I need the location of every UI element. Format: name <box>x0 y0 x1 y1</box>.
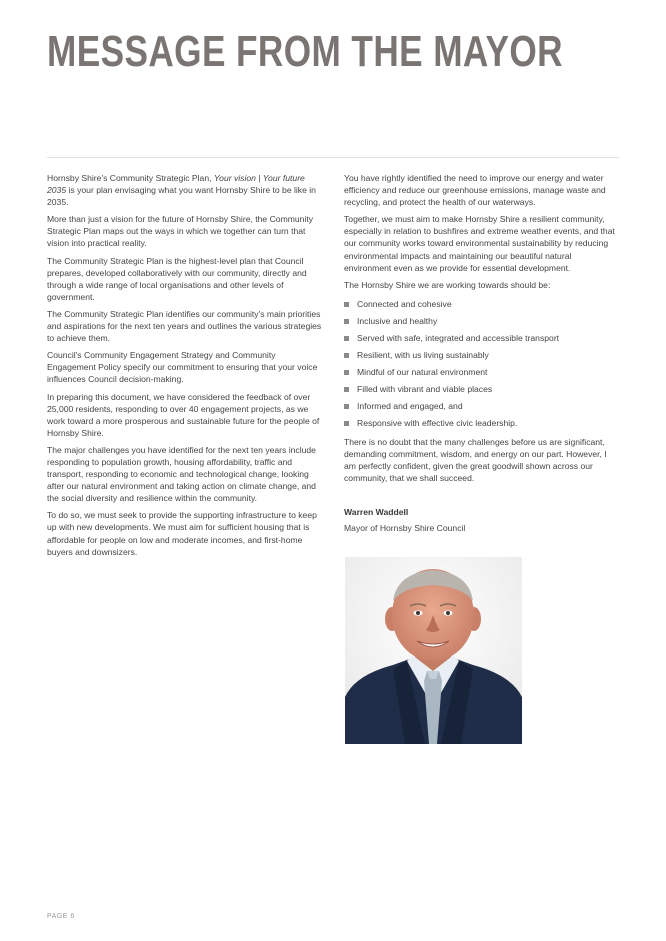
list-item: Mindful of our natural environment <box>344 364 620 381</box>
page-title: MESSAGE FROM THE MAYOR <box>47 27 563 76</box>
list-item: Responsive with effective civic leadership. <box>344 415 620 432</box>
paragraph: Together, we must aim to make Hornsby Shire a resilient community, especially in relation to bushfires and extreme weather events, and that our community works toward environmental sustainability by reducing environmental impacts and maintaining our beautiful natural environment even as we provide for essential development. <box>344 214 615 273</box>
square-bullet-icon <box>344 353 349 358</box>
square-bullet-icon <box>344 336 349 341</box>
paragraph: There is no doubt that the many challenges before us are significant, demanding commitment, wisdom, and energy on our part. However, I am perfectly confident, given the great goodwill shown across our community, that we shall succeed. <box>344 436 607 484</box>
signature-title: Mayor of Hornsby Shire Council <box>344 523 466 534</box>
square-bullet-icon <box>344 404 349 409</box>
divider <box>47 157 619 158</box>
paragraph: The Community Strategic Plan is the highest-level plan that Council prepares, developed collaboratively with our community, directly and through a wide range of local organisations and other levels of government. <box>47 255 307 302</box>
paragraph: Hornsby Shire's Community Strategic Plan, Your vision | Your future 2035 is your plan envisaging what you want Hornsby Shire to be like in 2035. <box>47 173 316 208</box>
square-bullet-icon <box>344 421 349 426</box>
paragraph: Council's Community Engagement Strategy and Community Engagement Policy specify our commitment to ensuring that your voice influences Council decision-making. <box>47 350 318 385</box>
paragraph: To do so, we must seek to provide the supporting infrastructure to keep up with new developments. We must aim for sufficient housing that is affordable for people on low and moderate incomes, and first-home buyers and downsizers. <box>47 510 317 557</box>
list-item: Resilient, with us living sustainably <box>344 347 620 364</box>
page-number: PAGE 6 <box>47 913 75 920</box>
square-bullet-icon <box>344 302 349 307</box>
portrait-illustration <box>345 557 522 744</box>
square-bullet-icon <box>344 370 349 375</box>
paragraph: You have rightly identified the need to improve our energy and water efficiency and reduce our greenhouse emissions, manage waste and recycling, and protect the health of our waterways. <box>344 173 606 208</box>
square-bullet-icon <box>344 319 349 324</box>
paragraph: The Community Strategic Plan identifies our community's main priorities and aspirations for the next ten years and outlines the various strategies to achieve them. <box>47 308 322 344</box>
square-bullet-icon <box>344 387 349 392</box>
priorities-list <box>344 296 620 432</box>
plan-title: Your vision | Your future 2035 <box>47 173 305 196</box>
paragraph: More than just a vision for the future of Hornsby Shire, the Community Strategic Plan maps out the ways in which we together can turn that vision into practical reality. <box>47 214 314 249</box>
list-item: Filled with vibrant and viable places <box>344 381 620 398</box>
right-column <box>344 172 620 539</box>
paragraph: The major challenges you have identified for the next ten years include responding to population growth, housing affordability, traffic and transport, responding to economic and technological change, looking after our natural environment and taking action on climate change, and the social diversity and resilience within the community. <box>47 444 316 504</box>
list-item: Inclusive and healthy <box>344 313 620 330</box>
paragraph: In preparing this document, we have considered the feedback of over 25,000 residents, responding to over 40 engagement projects, as we work toward a more prosperous and sustainable future for the people of Hornsby Shire. <box>47 391 320 438</box>
left-column <box>47 172 324 563</box>
list-item: Served with safe, integrated and accessible transport <box>344 330 620 347</box>
list-item: Informed and engaged, and <box>344 398 620 415</box>
paragraph: The Hornsby Shire we are working towards should be: <box>344 279 551 290</box>
signature-name: Warren Waddell <box>344 507 409 518</box>
mayor-portrait <box>345 557 522 744</box>
list-item: Connected and cohesive <box>344 296 620 313</box>
